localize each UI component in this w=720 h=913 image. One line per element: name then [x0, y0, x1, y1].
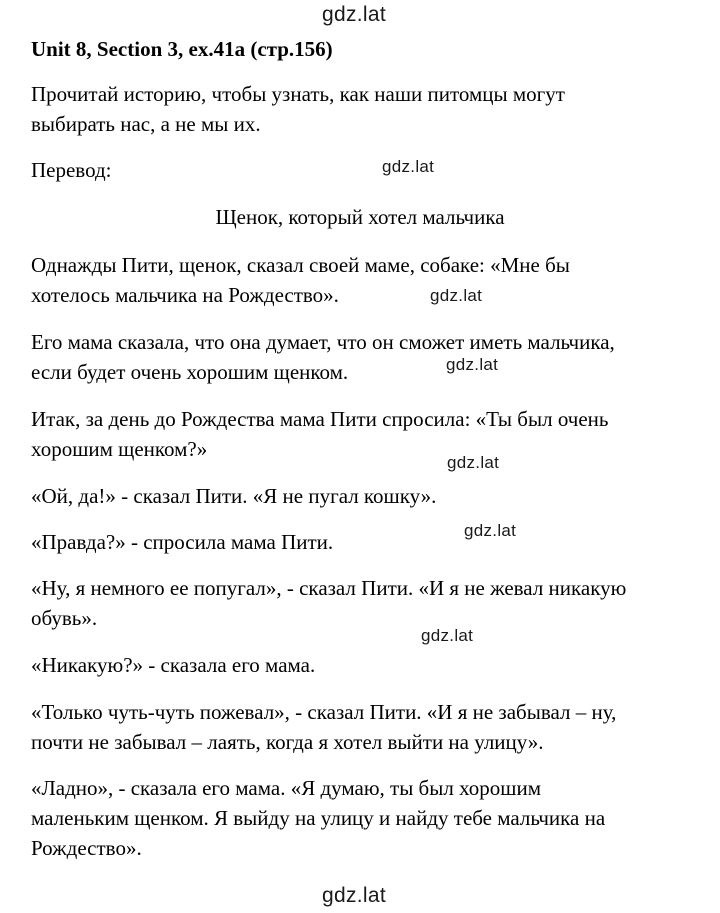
story-paragraph: «Только чуть-чуть пожевал», - сказал Пити. «И я не забывал – ну, почти не забывал – лаять, когда я хотел выйти на улицу». — [31, 700, 617, 754]
watermark: gdz.lat — [382, 157, 435, 176]
watermark: gdz.lat — [447, 453, 500, 472]
watermark: gdz.lat — [446, 355, 499, 374]
story-paragraph: «Ой, да!» - сказал Пити. «Я не пугал кошку». — [31, 484, 437, 508]
story-paragraph: «Ладно», - сказала его мама. «Я думаю, ты был хорошим маленьким щенком. Я выйду на улицу и найду тебе мальчика на Рождество». — [31, 776, 606, 860]
story-paragraph: «Правда?» - спросила мама Пити. — [31, 530, 334, 554]
story-paragraph: Итак, за день до Рождества мама Пити спросила: «Ты был очень хорошим щенком?» — [31, 407, 609, 461]
story-paragraph: «Ну, я немного ее попугал», - сказал Пити. «И я не жевал никакую обувь». — [31, 576, 627, 630]
watermark: gdz.lat — [322, 3, 386, 26]
watermark: gdz.lat — [430, 286, 483, 305]
story-title: Щенок, который хотел мальчика — [215, 205, 505, 229]
watermark: gdz.lat — [464, 521, 517, 540]
watermark: gdz.lat — [421, 626, 474, 645]
story-paragraph: Его мама сказала, что она думает, что он сможет иметь мальчика, если будет очень хорошим щенком. — [31, 330, 615, 384]
instruction-text: Прочитай историю, чтобы узнать, как наши питомцы могут выбирать нас, а не мы их. — [31, 82, 565, 136]
watermark: gdz.lat — [322, 884, 386, 907]
translation-label: Перевод: — [31, 158, 112, 182]
story-paragraph: «Никакую?» - сказала его мама. — [31, 653, 316, 677]
exercise-title: Unit 8, Section 3, ex.41a (стр.156) — [31, 37, 333, 61]
story-paragraph: Однажды Пити, щенок, сказал своей маме, собаке: «Мне бы хотелось мальчика на Рождество». — [31, 253, 570, 307]
